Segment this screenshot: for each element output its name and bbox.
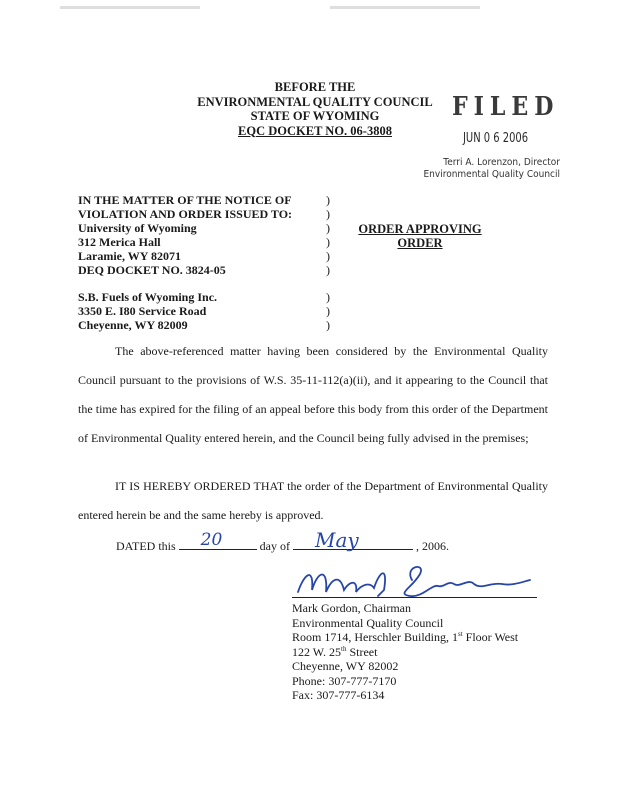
dated-line [116,528,449,554]
caption-line: VIOLATION AND ORDER ISSUED TO: [78,207,293,221]
signature-block [292,601,518,703]
signature-stroke-first [298,573,385,596]
handwritten-signature [292,560,542,602]
caption-line: S.B. Fuels of Wyoming Inc. [78,290,218,304]
room-suffix: Floor West [462,630,519,644]
paren: ) [326,249,330,263]
paren: ) [326,290,330,304]
order-title [340,222,500,250]
paren: ) [326,304,330,318]
caption-brackets [326,193,330,277]
caption-line: University of Wyoming [78,221,197,235]
caption-line: 3350 E. I80 Service Road [78,304,207,318]
caption-brackets-party [326,290,330,332]
case-caption-party [78,290,217,332]
signer-fax: Fax: 307-777-6134 [292,688,385,702]
signer-phone: Phone: 307-777-7170 [292,673,397,688]
docket-number: EQC DOCKET NO. 06-3808 [238,123,392,138]
body-paragraph-2: IT IS HEREBY ORDERED THAT the order of the Department of Environmental Quality entered herein be and the same hereby is approved. [78,479,548,522]
dated-suffix: , 2006. [416,539,449,553]
signer-name: Mark Gordon, Chairman [292,601,411,615]
handwritten-month: May [315,528,359,552]
paren: ) [326,193,330,207]
paren: ) [326,263,330,277]
order-title-line-1: ORDER APPROVING [358,222,482,236]
handwritten-day: 20 [200,530,223,550]
dated-prefix: DATED this [116,539,176,553]
header-line-3: STATE OF WYOMING [250,109,380,123]
month-blank [293,528,413,552]
room-sup: st [457,630,463,638]
caption-line: 312 Merica Hall [78,235,161,249]
street-suffix: Street [346,644,378,659]
room-text: Room 1714, Herschler Building, 1 [292,630,458,644]
day-blank [179,530,257,550]
paren: ) [326,235,330,249]
order-title-line-2: ORDER [397,236,443,250]
caption-line: DEQ DOCKET NO. 3824-05 [78,263,226,277]
document-header [190,80,440,138]
signer-city: Cheyenne, WY 82002 [292,659,399,673]
case-caption [78,193,292,277]
scan-artifact [60,6,200,9]
paren: ) [326,207,330,221]
street-text: 122 W. 25 [292,644,342,659]
caption-line: IN THE MATTER OF THE NOTICE OF [78,193,292,207]
scan-artifact [330,6,480,9]
signer-council: Environmental Quality Council [292,615,444,630]
caption-line: Cheyenne, WY 82009 [78,318,188,332]
stamp-office: Environmental Quality Council [423,169,560,180]
street-sup: th [341,644,347,653]
signer-room [292,630,518,645]
caption-line: Laramie, WY 82071 [78,249,181,263]
filed-date: JUN 0 6 2006 [463,131,529,146]
signature-line [292,597,537,598]
header-line-1: BEFORE THE [274,80,356,94]
header-line-2: ENVIRONMENTAL QUALITY COUNCIL [197,94,433,109]
signature-stroke-last [404,567,530,596]
paren: ) [326,221,330,235]
filed-stamp: FILED [452,92,560,122]
stamp-director: Terri A. Lorenzon, Director [443,157,560,168]
dated-middle: day of [259,539,290,553]
paren: ) [326,318,330,332]
body-paragraph-1: The above-referenced matter having been considered by the Environmental Quality Council pursuant to the provisions of W.S. 35-11-112(a)(ii), and it appearing to the Council that the time has expired for the filing of an appeal before this body from this order of the Department of Environmental Quality entered herein, and the Council being fully advised in the premises; [78,344,548,445]
signer-street [292,645,518,660]
